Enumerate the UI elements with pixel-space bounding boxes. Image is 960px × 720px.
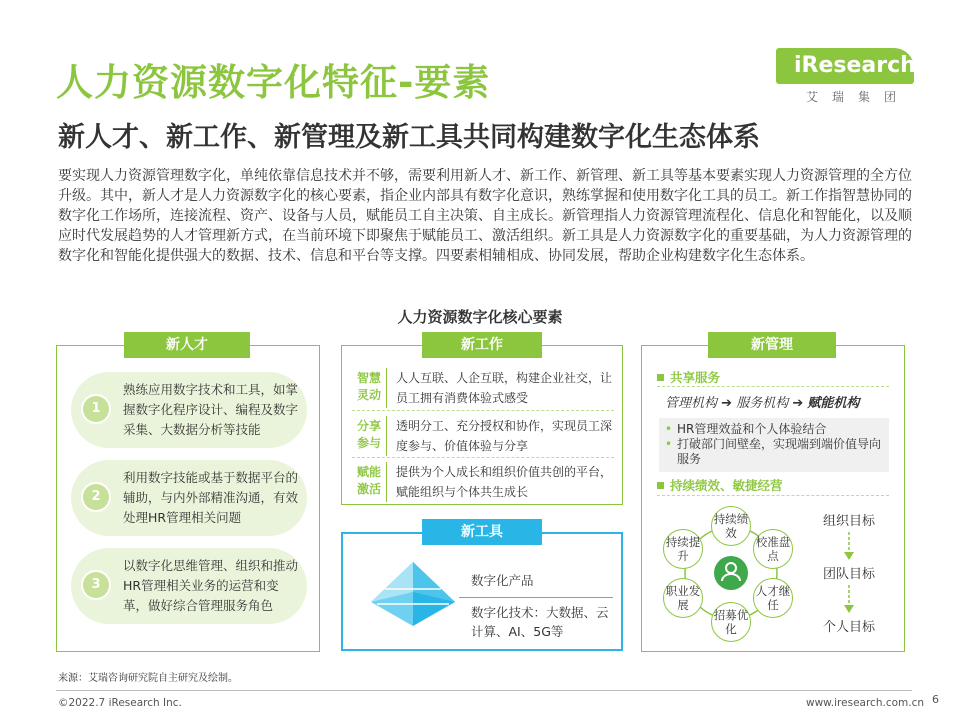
work-row-label: 分享参与 [356,419,381,450]
goal-label: 团队目标 [823,567,876,582]
talent-item-text: 熟练应用数字技术和工具，如掌握数字化程序设计、编程及数字采集、大数据分析等技能 [123,382,299,437]
pyramid-icon [367,558,459,630]
work-header: 新工作 [422,332,542,358]
bullet-item: • 打破部门间壁垒，实现端到端价值导向服务 [665,437,883,467]
work-row-text: 透明分工、充分授权和协作，实现员工深度参与、价值体验与分享 [386,416,614,456]
logo-wordmark: iResearch [776,48,914,84]
tools-panel [341,532,623,651]
number-badge: 1 [81,394,111,424]
flow-step: 服务机构 [736,396,789,411]
divider [352,457,614,458]
talent-item [71,372,307,448]
intro-paragraph: 要实现人力资源管理数字化，单纯依靠信息技术并不够，需要利用新人才、新工作、新管理、新工具等基本要素实现人力资源管理的全方位升级。其中，新人才是人力资源数字化的核心要素，指企业内部具有数字化意识，熟练掌握和使用数字化工具的员工。新工作指智慧协同的数字化工作场所，连接流程、资产、设备与人员，赋能员工自主决策、自主成长。新管理指人力资源管理流程化、信息化和智能化，以及顺应时代发展趋势的人才管理新方式，在当前环境下即聚焦于赋能员工、激活组织。新工具是人力资源数字化的重要基础，为人力资源管理的数字化和智能化提供强大的数据、技术、信息和平台等支撑。四要素相辅相成、协同发展，帮助企业构建数字化生态体系。 [58,168,912,264]
work-row [352,462,614,502]
cycle-node: 职业发展 [663,578,703,618]
talent-item-text: 以数字化思维管理、组织和推动HR管理相关业务的运营和变革，做好综合管理服务角色 [123,558,299,613]
talent-item-text: 利用数字技能或基于数据平台的辅助，与内外部精准沟通，有效处理HR管理相关问题 [123,470,299,525]
management-header: 新管理 [708,332,836,358]
source-note: 来源：艾瑞咨询研究院自主研究及绘制。 [58,673,238,684]
divider [352,410,614,411]
cycle-node: 持续提升 [663,529,703,569]
logo-cn: 艾瑞集团 [806,90,911,104]
number-badge: 3 [81,570,111,600]
flow-step: 管理机构 [665,396,718,411]
arrow-right-icon: ➔ [792,396,804,411]
tool-tech: 数字化技术：大数据、云计算、AI、5G等 [471,605,609,639]
iresearch-logo [776,48,916,110]
cycle-node: 校准盘点 [753,529,793,569]
website-link[interactable]: www.iresearch.com.cn [806,697,925,709]
footer-divider [56,690,912,691]
cycle-node: 持续绩效 [711,506,751,546]
talent-item [71,460,307,536]
talent-item [71,548,307,624]
cycle-node: 人才继任 [753,578,793,618]
arrow-right-icon: ➔ [721,396,733,411]
page-title: 人力资源数字化特征-要素 [56,61,491,104]
work-row [352,416,614,456]
talent-header: 新人才 [124,332,250,358]
performance-title: 持续绩效、敏捷经营 [657,476,783,494]
work-row-label: 智慧灵动 [356,371,381,402]
tools-header: 新工具 [422,519,542,545]
diagram-title: 人力资源数字化核心要素 [397,308,563,326]
page-subtitle: 新人才、新工作、新管理及新工具共同构建数字化生态体系 [58,122,760,153]
work-row-text: 人人互联、人企互联，构建企业社交，让员工拥有消费体验式感受 [386,368,614,408]
page-number: 6 [932,693,939,706]
work-row-label: 赋能激活 [356,465,381,496]
goal-label: 个人目标 [823,620,876,635]
management-panel [641,345,905,652]
tool-product: 数字化产品 [471,573,534,588]
talent-panel [56,345,320,652]
work-row [352,368,614,408]
bullet-item: • HR管理效益和个人体验结合 [665,422,883,437]
number-badge: 2 [81,482,111,512]
flow-step: 赋能机构 [807,396,860,411]
goal-label: 组织目标 [823,514,876,529]
divider [459,597,613,598]
shared-service-title: 共享服务 [657,368,720,386]
cycle-node: 招募优化 [711,602,751,642]
work-panel [341,345,623,505]
copyright: ©2022.7 iResearch Inc. [58,697,182,709]
work-row-text: 提供为个人成长和组织价值共创的平台，赋能组织与个体共生成长 [386,462,614,502]
